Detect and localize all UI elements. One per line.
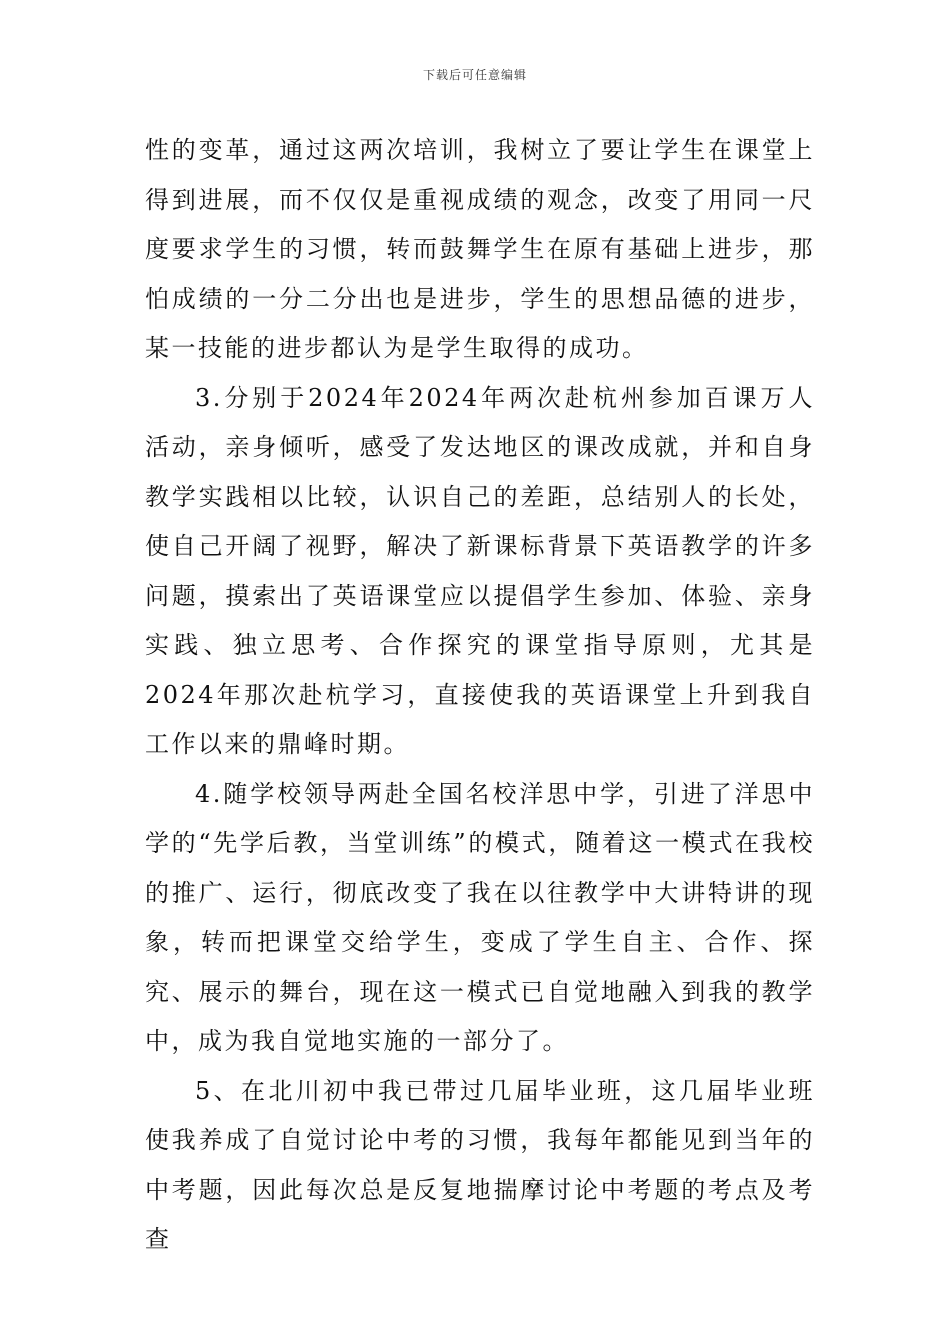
body-text <box>145 126 815 1265</box>
paragraph-item-3: 3.分别于2024年2024年两次赴杭州参加百课万人活动，亲身倾听，感受了发达地区的课改成就，并和自身教学实践相以比较，认识自己的差距，总结别人的长处，使自己开阔了视野，解决了新课标背景下英语教学的许多问题，摸索出了英语课堂应以提倡学生参加、体验、亲身实践、独立思考、合作探究的课堂指导原则，尤其是2024年那次赴杭学习，直接使我的英语课堂上升到我自工作以来的鼎峰时期。 <box>145 383 815 758</box>
header-note: 下载后可任意编辑 <box>422 68 527 82</box>
paragraph-item-4: 4.随学校领导两赴全国名校洋思中学，引进了洋思中学的“先学后教，当堂训练”的模式，随着这一模式在我校的推广、运行，彻底改变了我在以往教学中大讲特讲的现象，转而把课堂交给学生，变成了学生自主、合作、探究、展示的舞台，现在这一模式已自觉地融入到我的教学中，成为我自觉地实施的一部分了。 <box>145 779 815 1055</box>
paragraph-item-5: 5、在北川初中我已带过几届毕业班，这几届毕业班使我养成了自觉讨论中考的习惯，我每年都能见到当年的中考题，因此每次总是反复地揣摩讨论中考题的考点及考查 <box>145 1076 815 1253</box>
paragraph-continuation: 性的变革，通过这两次培训，我树立了要让学生在课堂上得到进展，而不仅仅是重视成绩的观念，改变了用同一尺度要求学生的习惯，转而鼓舞学生在原有基础上进步，那怕成绩的一分二分出也是进步，学生的思想品德的进步，某一技能的进步都认为是学生取得的成功。 <box>145 136 815 362</box>
